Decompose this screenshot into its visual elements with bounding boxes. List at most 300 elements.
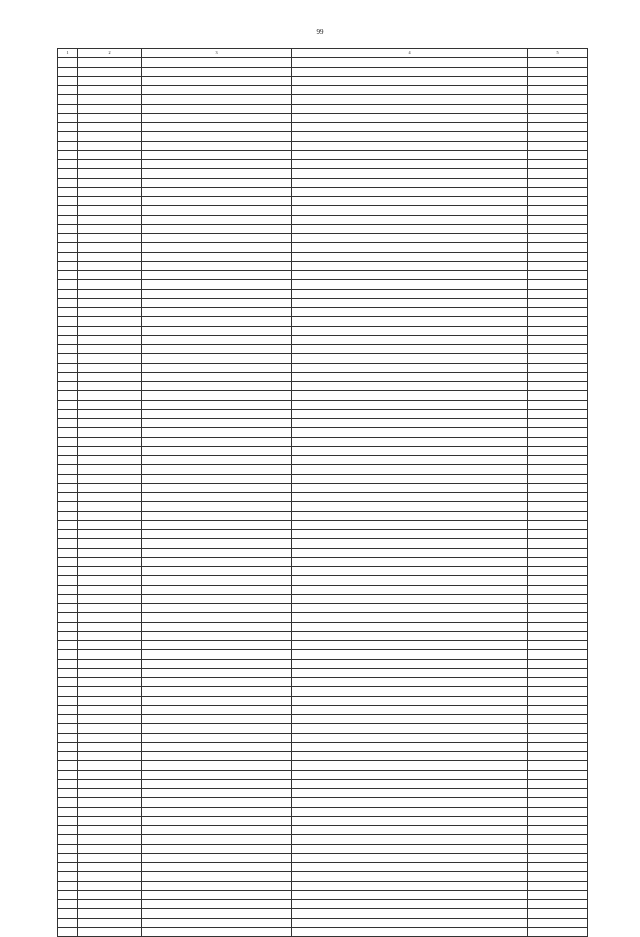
row-number-cell	[58, 742, 78, 751]
period-cell	[528, 483, 588, 492]
address-cell	[142, 622, 292, 631]
locality-cell	[78, 289, 142, 298]
locality-cell	[78, 382, 142, 391]
row-number-cell	[58, 372, 78, 381]
period-cell	[528, 58, 588, 67]
work-type-cell	[292, 437, 528, 446]
period-cell	[528, 178, 588, 187]
locality-cell	[78, 298, 142, 307]
address-cell	[142, 67, 292, 76]
table-row	[58, 585, 588, 594]
address-cell	[142, 641, 292, 650]
work-type-cell	[292, 335, 528, 344]
table-row	[58, 493, 588, 502]
work-type-cell	[292, 243, 528, 252]
row-number-cell	[58, 197, 78, 206]
table-row	[58, 456, 588, 465]
table-row	[58, 160, 588, 169]
row-number-cell	[58, 474, 78, 483]
period-cell	[528, 539, 588, 548]
work-type-cell	[292, 752, 528, 761]
table-row	[58, 317, 588, 326]
period-cell	[528, 150, 588, 159]
row-number-cell	[58, 604, 78, 613]
work-type-cell	[292, 511, 528, 520]
period-cell	[528, 474, 588, 483]
address-cell	[142, 724, 292, 733]
address-cell	[142, 224, 292, 233]
period-cell	[528, 456, 588, 465]
period-cell	[528, 104, 588, 113]
work-type-cell	[292, 835, 528, 844]
table-row	[58, 816, 588, 825]
table-row	[58, 224, 588, 233]
row-number-cell	[58, 326, 78, 335]
table-row	[58, 890, 588, 899]
work-type-cell	[292, 798, 528, 807]
locality-cell	[78, 927, 142, 936]
period-cell	[528, 752, 588, 761]
table-row	[58, 576, 588, 585]
work-type-cell	[292, 298, 528, 307]
address-cell	[142, 474, 292, 483]
address-cell	[142, 705, 292, 714]
table-row	[58, 141, 588, 150]
work-type-cell	[292, 271, 528, 280]
address-cell	[142, 206, 292, 215]
row-number-cell	[58, 465, 78, 474]
locality-cell	[78, 67, 142, 76]
work-type-cell	[292, 141, 528, 150]
address-cell	[142, 289, 292, 298]
table-row	[58, 594, 588, 603]
work-type-cell	[292, 548, 528, 557]
table-row	[58, 243, 588, 252]
work-type-cell	[292, 252, 528, 261]
row-number-cell	[58, 298, 78, 307]
period-cell	[528, 160, 588, 169]
row-number-cell	[58, 779, 78, 788]
locality-cell	[78, 650, 142, 659]
period-cell	[528, 779, 588, 788]
locality-cell	[78, 326, 142, 335]
period-cell	[528, 650, 588, 659]
work-type-cell	[292, 761, 528, 770]
row-number-cell	[58, 345, 78, 354]
row-number-cell	[58, 86, 78, 95]
address-cell	[142, 169, 292, 178]
period-cell	[528, 372, 588, 381]
period-cell	[528, 224, 588, 233]
row-number-cell	[58, 816, 78, 825]
header-row	[58, 49, 588, 58]
address-cell	[142, 243, 292, 252]
row-number-cell	[58, 585, 78, 594]
address-cell	[142, 576, 292, 585]
table-row	[58, 409, 588, 418]
table-row	[58, 382, 588, 391]
locality-cell	[78, 863, 142, 872]
locality-cell	[78, 428, 142, 437]
address-cell	[142, 631, 292, 640]
table-row	[58, 705, 588, 714]
table-row	[58, 715, 588, 724]
locality-cell	[78, 178, 142, 187]
table-row	[58, 67, 588, 76]
table-row	[58, 909, 588, 918]
table-row	[58, 123, 588, 132]
locality-cell	[78, 409, 142, 418]
address-cell	[142, 197, 292, 206]
period-cell	[528, 326, 588, 335]
row-number-cell	[58, 169, 78, 178]
table-row	[58, 733, 588, 742]
locality-cell	[78, 372, 142, 381]
table-row	[58, 326, 588, 335]
locality-cell	[78, 890, 142, 899]
row-number-cell	[58, 844, 78, 853]
locality-cell	[78, 548, 142, 557]
table-header	[58, 49, 588, 58]
locality-cell	[78, 113, 142, 122]
table-row	[58, 58, 588, 67]
locality-cell	[78, 437, 142, 446]
address-cell	[142, 918, 292, 927]
address-cell	[142, 890, 292, 899]
locality-cell	[78, 215, 142, 224]
period-cell	[528, 382, 588, 391]
address-cell	[142, 335, 292, 344]
row-number-cell	[58, 419, 78, 428]
locality-cell	[78, 132, 142, 141]
locality-cell	[78, 576, 142, 585]
period-cell	[528, 668, 588, 677]
period-cell	[528, 400, 588, 409]
work-type-cell	[292, 502, 528, 511]
period-cell	[528, 169, 588, 178]
period-cell	[528, 742, 588, 751]
address-cell	[142, 419, 292, 428]
period-cell	[528, 123, 588, 132]
period-cell	[528, 918, 588, 927]
address-cell	[142, 881, 292, 890]
locality-cell	[78, 733, 142, 742]
work-type-cell	[292, 206, 528, 215]
address-cell	[142, 234, 292, 243]
row-number-cell	[58, 289, 78, 298]
period-cell	[528, 261, 588, 270]
address-cell	[142, 150, 292, 159]
row-number-cell	[58, 631, 78, 640]
address-cell	[142, 863, 292, 872]
row-number-cell	[58, 530, 78, 539]
row-number-cell	[58, 308, 78, 317]
row-number-cell	[58, 261, 78, 270]
locality-cell	[78, 631, 142, 640]
table-row	[58, 678, 588, 687]
table-row	[58, 252, 588, 261]
locality-cell	[78, 779, 142, 788]
header-cell: 5	[528, 49, 588, 58]
locality-cell	[78, 705, 142, 714]
work-type-cell	[292, 197, 528, 206]
work-type-cell	[292, 622, 528, 631]
work-type-cell	[292, 428, 528, 437]
locality-cell	[78, 234, 142, 243]
row-number-cell	[58, 927, 78, 936]
address-cell	[142, 668, 292, 677]
address-cell	[142, 437, 292, 446]
address-cell	[142, 502, 292, 511]
address-cell	[142, 428, 292, 437]
row-number-cell	[58, 705, 78, 714]
row-number-cell	[58, 363, 78, 372]
locality-cell	[78, 724, 142, 733]
row-number-cell	[58, 900, 78, 909]
locality-cell	[78, 900, 142, 909]
period-cell	[528, 557, 588, 566]
locality-cell	[78, 502, 142, 511]
table-row	[58, 400, 588, 409]
address-cell	[142, 807, 292, 816]
locality-cell	[78, 604, 142, 613]
table-row	[58, 234, 588, 243]
row-number-cell	[58, 141, 78, 150]
address-cell	[142, 326, 292, 335]
table-row	[58, 76, 588, 85]
locality-cell	[78, 567, 142, 576]
work-type-cell	[292, 696, 528, 705]
table-row	[58, 465, 588, 474]
period-cell	[528, 206, 588, 215]
row-number-cell	[58, 548, 78, 557]
period-cell	[528, 770, 588, 779]
locality-cell	[78, 465, 142, 474]
address-cell	[142, 826, 292, 835]
work-type-cell	[292, 160, 528, 169]
locality-cell	[78, 104, 142, 113]
table-row	[58, 789, 588, 798]
period-cell	[528, 548, 588, 557]
period-cell	[528, 881, 588, 890]
period-cell	[528, 298, 588, 307]
address-cell	[142, 900, 292, 909]
table-row	[58, 95, 588, 104]
table-row	[58, 474, 588, 483]
period-cell	[528, 289, 588, 298]
address-cell	[142, 252, 292, 261]
locality-cell	[78, 363, 142, 372]
address-cell	[142, 659, 292, 668]
period-cell	[528, 363, 588, 372]
locality-cell	[78, 224, 142, 233]
address-cell	[142, 465, 292, 474]
work-type-cell	[292, 909, 528, 918]
locality-cell	[78, 141, 142, 150]
row-number-cell	[58, 826, 78, 835]
address-cell	[142, 317, 292, 326]
locality-cell	[78, 539, 142, 548]
table-row	[58, 391, 588, 400]
row-number-cell	[58, 622, 78, 631]
table-row	[58, 835, 588, 844]
locality-cell	[78, 668, 142, 677]
address-cell	[142, 798, 292, 807]
table-row	[58, 742, 588, 751]
locality-cell	[78, 493, 142, 502]
row-number-cell	[58, 613, 78, 622]
work-type-cell	[292, 641, 528, 650]
work-type-cell	[292, 363, 528, 372]
locality-cell	[78, 400, 142, 409]
address-cell	[142, 844, 292, 853]
work-type-cell	[292, 863, 528, 872]
locality-cell	[78, 557, 142, 566]
table-row	[58, 354, 588, 363]
locality-cell	[78, 826, 142, 835]
address-cell	[142, 493, 292, 502]
row-number-cell	[58, 567, 78, 576]
table-row	[58, 900, 588, 909]
locality-cell	[78, 678, 142, 687]
work-type-cell	[292, 372, 528, 381]
period-cell	[528, 335, 588, 344]
locality-cell	[78, 446, 142, 455]
address-cell	[142, 789, 292, 798]
table-row	[58, 372, 588, 381]
period-cell	[528, 807, 588, 816]
period-cell	[528, 733, 588, 742]
row-number-cell	[58, 770, 78, 779]
table-row	[58, 345, 588, 354]
locality-cell	[78, 594, 142, 603]
work-type-cell	[292, 400, 528, 409]
period-cell	[528, 659, 588, 668]
work-type-cell	[292, 853, 528, 862]
period-cell	[528, 715, 588, 724]
table-row	[58, 86, 588, 95]
table-row	[58, 881, 588, 890]
address-cell	[142, 761, 292, 770]
row-number-cell	[58, 659, 78, 668]
row-number-cell	[58, 733, 78, 742]
row-number-cell	[58, 243, 78, 252]
address-cell	[142, 298, 292, 307]
locality-cell	[78, 798, 142, 807]
address-cell	[142, 382, 292, 391]
work-type-cell	[292, 132, 528, 141]
period-cell	[528, 308, 588, 317]
address-cell	[142, 400, 292, 409]
work-type-cell	[292, 483, 528, 492]
period-cell	[528, 631, 588, 640]
address-cell	[142, 733, 292, 742]
period-cell	[528, 567, 588, 576]
locality-cell	[78, 770, 142, 779]
address-cell	[142, 511, 292, 520]
address-cell	[142, 816, 292, 825]
table-row	[58, 437, 588, 446]
work-type-cell	[292, 844, 528, 853]
row-number-cell	[58, 150, 78, 159]
period-cell	[528, 428, 588, 437]
locality-cell	[78, 354, 142, 363]
work-type-cell	[292, 446, 528, 455]
locality-cell	[78, 76, 142, 85]
table-row	[58, 530, 588, 539]
locality-cell	[78, 317, 142, 326]
address-cell	[142, 909, 292, 918]
work-type-cell	[292, 613, 528, 622]
work-type-cell	[292, 890, 528, 899]
period-cell	[528, 409, 588, 418]
period-cell	[528, 243, 588, 252]
work-type-cell	[292, 567, 528, 576]
period-cell	[528, 113, 588, 122]
locality-cell	[78, 761, 142, 770]
table-row	[58, 927, 588, 936]
locality-cell	[78, 622, 142, 631]
locality-cell	[78, 391, 142, 400]
period-cell	[528, 678, 588, 687]
table-row	[58, 548, 588, 557]
period-cell	[528, 502, 588, 511]
table-row	[58, 261, 588, 270]
row-number-cell	[58, 391, 78, 400]
table-row	[58, 604, 588, 613]
header-cell: 4	[292, 49, 528, 58]
table-row	[58, 169, 588, 178]
address-cell	[142, 76, 292, 85]
work-type-cell	[292, 150, 528, 159]
work-type-cell	[292, 687, 528, 696]
table-row	[58, 668, 588, 677]
row-number-cell	[58, 95, 78, 104]
table-row	[58, 650, 588, 659]
work-type-cell	[292, 317, 528, 326]
header-cell: 3	[142, 49, 292, 58]
period-cell	[528, 798, 588, 807]
work-type-cell	[292, 705, 528, 714]
period-cell	[528, 789, 588, 798]
work-type-cell	[292, 826, 528, 835]
row-number-cell	[58, 724, 78, 733]
work-type-cell	[292, 289, 528, 298]
address-cell	[142, 391, 292, 400]
table-row	[58, 807, 588, 816]
locality-cell	[78, 58, 142, 67]
work-type-cell	[292, 927, 528, 936]
row-number-cell	[58, 446, 78, 455]
address-cell	[142, 160, 292, 169]
address-cell	[142, 308, 292, 317]
table-row	[58, 687, 588, 696]
work-type-cell	[292, 76, 528, 85]
row-number-cell	[58, 715, 78, 724]
row-number-cell	[58, 382, 78, 391]
work-type-cell	[292, 659, 528, 668]
period-cell	[528, 641, 588, 650]
work-type-cell	[292, 58, 528, 67]
locality-cell	[78, 752, 142, 761]
row-number-cell	[58, 178, 78, 187]
table-row	[58, 613, 588, 622]
work-type-cell	[292, 678, 528, 687]
address-cell	[142, 345, 292, 354]
row-number-cell	[58, 909, 78, 918]
work-type-cell	[292, 650, 528, 659]
period-cell	[528, 687, 588, 696]
